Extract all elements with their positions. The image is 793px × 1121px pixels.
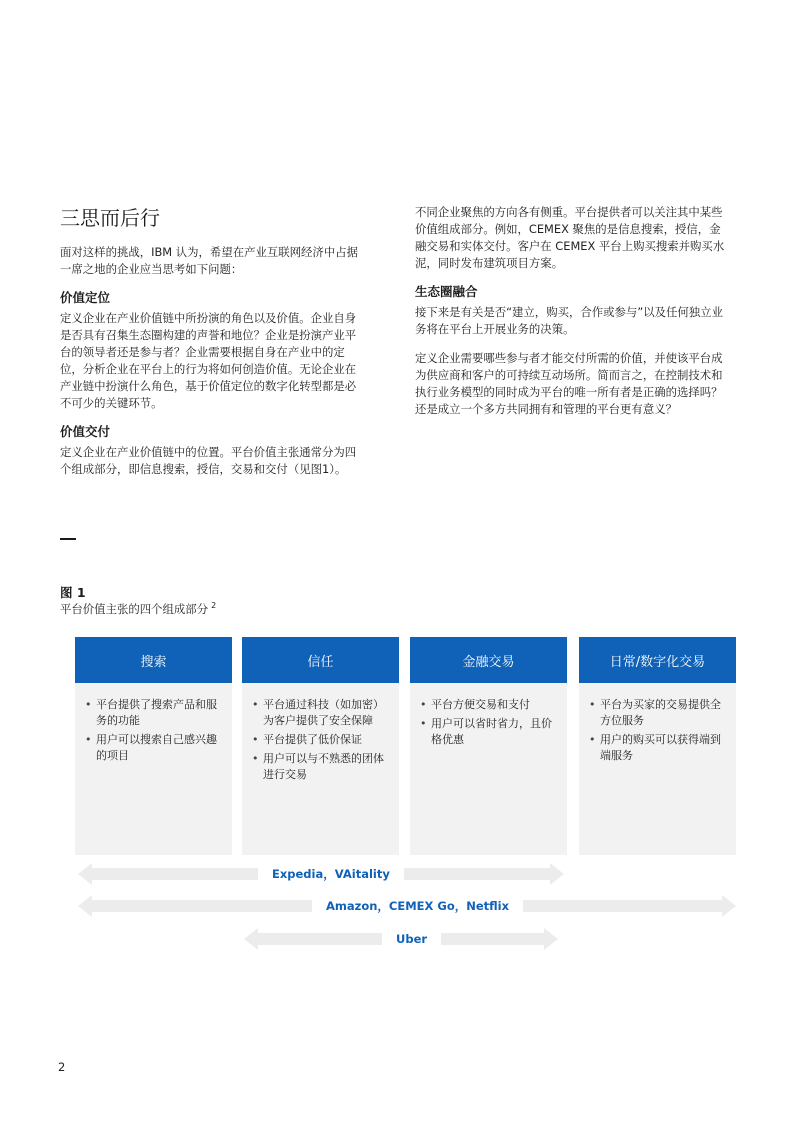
heading-ecosystem: 生态圈融合 — [415, 284, 478, 299]
card-title: 日常/数字化交易 — [579, 637, 736, 683]
heading-value-delivery: 价值交付 — [60, 424, 111, 439]
heading-value-position: 价值定位 — [60, 290, 111, 305]
figure-caption-text: 平台价值主张的四个组成部分 — [60, 602, 209, 616]
focus-paragraph: 不同企业聚焦的方向各有侧重。平台提供者可以关注其中某些价值组成部分。例如，CEMEX 聚焦的是信息搜索，授信，金融交易和实体交付。客户在 CEMEX 平台上购买搜索并购买水泥，同时发布建筑项目方案。 — [415, 205, 725, 270]
ecosystem-question-text: 定义企业需要哪些参与者才能交付所需的价值，并使该平台成为供应商和客户的可持续互动场所。简而言之，在控制技术和执行业务模型的同时成为平台的唯一所有者是正确的选择吗？还是成立一个多方共同拥有和管理的平台更有意义？ — [415, 351, 723, 416]
left-column — [60, 205, 360, 478]
card-trust — [242, 637, 399, 855]
card-bullet: • 平台方便交易和支付 — [420, 697, 557, 713]
card-financial-transaction — [410, 637, 567, 855]
card-search — [75, 637, 232, 855]
card-bullet: • 平台提供了搜索产品和服务的功能 — [85, 697, 222, 729]
ecosystem-decision-text: 接下来是有关是否“建立，购买，合作或参与”以及任何独立业务将在平台上开展业务的决策。 — [415, 305, 723, 336]
card-digital-transaction — [579, 637, 736, 855]
card-bullet: • 用户可以搜索自己感兴趣的项目 — [85, 732, 222, 764]
intro-paragraph: 面对这样的挑战，IBM 认为，希望在产业互联网经济中占据一席之地的企业应当思考如下问题： — [60, 245, 358, 276]
arrow-label: Uber — [382, 928, 441, 950]
arrow-expedia — [78, 863, 564, 885]
card-bullet: • 平台提供了低价保证 — [252, 732, 389, 748]
arrow-label: Expedia，VAitality — [258, 863, 404, 885]
card-bullet: • 平台通过科技（如加密）为客户提供了安全保障 — [252, 697, 389, 729]
arrow-uber — [244, 928, 558, 950]
card-title: 金融交易 — [410, 637, 567, 683]
figure-footnote-ref: 2 — [211, 601, 217, 611]
card-bullet: • 用户的购买可以获得端到端服务 — [589, 732, 726, 764]
arrow-amazon — [78, 895, 736, 917]
section-divider — [60, 538, 76, 540]
figure-caption — [60, 601, 216, 617]
right-column — [415, 204, 727, 418]
card-bullet: • 平台为买家的交易提供全方位服务 — [589, 697, 726, 729]
card-bullet: • 用户可以省时省力，且价格优惠 — [420, 716, 557, 748]
card-title: 信任 — [242, 637, 399, 683]
value-position-text: 定义企业在产业价值链中所扮演的角色以及价值。企业自身是否具有召集生态圈构建的声誉和地位？企业是扮演产业平台的领导者还是参与者？企业需要根据自身在产业中的定位，分析企业在平台上的行为将如何创造价值。无论企业在产业链中扮演什么角色，基于价值定位的数字化转型都是必不可少的关键环节。 — [60, 311, 357, 410]
arrow-label: Amazon，CEMEX Go，Netflix — [312, 895, 523, 917]
card-title: 搜索 — [75, 637, 232, 683]
card-bullet: • 用户可以与不熟悉的团体进行交易 — [252, 751, 389, 783]
section-title: 三思而后行 — [60, 206, 160, 230]
page-number: 2 — [58, 1060, 66, 1074]
figure-label: 图 1 — [60, 585, 86, 600]
value-delivery-text: 定义企业在产业价值链中的位置。平台价值主张通常分为四个组成部分，即信息搜索，授信，交易和交付（见图1）。 — [60, 445, 357, 476]
